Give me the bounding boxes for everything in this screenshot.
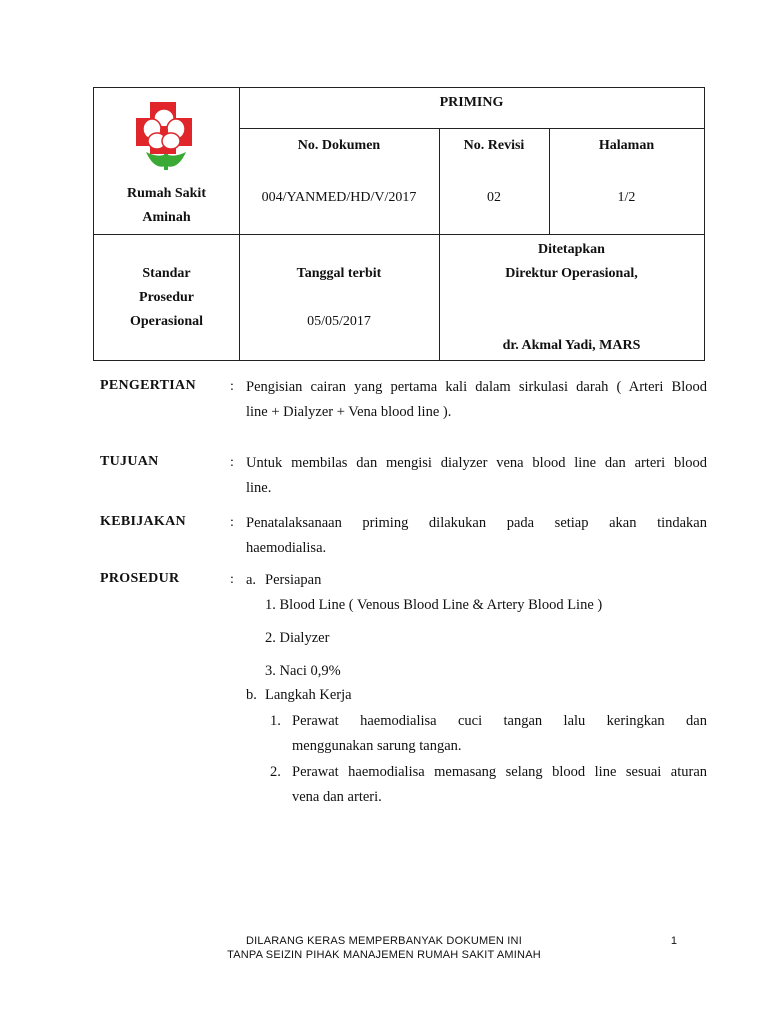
prosedur-a-item-1: 1. Blood Line ( Venous Blood Line & Artery Blood Line ) <box>265 597 603 613</box>
section-label-pengertian: PENGERTIAN <box>100 378 196 393</box>
institution-name-1: Rumah Sakit <box>127 186 206 201</box>
pengertian-text <box>246 375 707 425</box>
colon: : <box>230 515 234 530</box>
footer-page-number: 1 <box>670 935 678 947</box>
text-line: haemodialisa. <box>246 540 327 556</box>
footer-warning-line-2: TANPA SEIZIN PIHAK MANAJEMEN RUMAH SAKIT AMINAH <box>227 949 541 961</box>
text-line: Penatalaksanaan priming dilakukan pada setiap akan tindakan <box>246 515 707 531</box>
hospital-logo <box>134 96 200 172</box>
prosedur-a-item-3: 3. Naci 0,9% <box>265 663 341 679</box>
section-label-prosedur: PROSEDUR <box>100 571 180 586</box>
prosedur-b-item-1-number: 1. <box>270 713 281 729</box>
approved-label: Ditetapkan <box>538 242 605 257</box>
page-label: Halaman <box>598 138 655 153</box>
institution-name-2: Aminah <box>142 210 191 225</box>
prosedur-a-item-2: 2. Dialyzer <box>265 630 330 646</box>
prosedur-b-title: Langkah Kerja <box>265 687 352 703</box>
prosedur-a-title: Persiapan <box>265 572 322 588</box>
page-value: 1/2 <box>617 190 636 205</box>
text-line: Pengisian cairan yang pertama kali dalam sirkulasi darah ( Arteri Blood <box>246 379 707 395</box>
prosedur-b-item-2-text <box>292 760 707 810</box>
sop-label-2: Prosedur <box>139 290 194 305</box>
header-table <box>93 87 705 361</box>
document-title: PRIMING <box>439 95 504 110</box>
table-divider <box>239 128 704 129</box>
section-label-tujuan: TUJUAN <box>100 454 159 469</box>
prosedur-b-item-2-number: 2. <box>270 764 281 780</box>
doc-number-value: 004/YANMED/HD/V/2017 <box>261 190 417 205</box>
text-line: Untuk membilas dan mengisi dialyzer vena blood line dan arteri blood <box>246 455 707 471</box>
prosedur-a-marker: a. <box>246 572 257 588</box>
prosedur-b-item-1-text <box>292 709 707 759</box>
table-divider <box>94 234 704 235</box>
approved-name: dr. Akmal Yadi, MARS <box>502 338 641 353</box>
text-line: vena dan arteri. <box>292 789 382 805</box>
prosedur-b-marker: b. <box>246 687 257 703</box>
text-line: Perawat haemodialisa cuci tangan lalu keringkan dan <box>292 713 707 729</box>
text-line: line + Dialyzer + Vena blood line ). <box>246 404 452 420</box>
colon: : <box>230 379 234 394</box>
tujuan-text <box>246 451 707 501</box>
text-line: Perawat haemodialisa memasang selang blood line sesuai aturan <box>292 764 707 780</box>
issue-date-value: 05/05/2017 <box>307 314 371 329</box>
text-line: menggunakan sarung tangan. <box>292 738 462 754</box>
colon: : <box>230 455 234 470</box>
text-line: line. <box>246 480 272 496</box>
doc-number-label: No. Dokumen <box>297 138 381 153</box>
approved-role: Direktur Operasional, <box>505 266 638 281</box>
revision-value: 02 <box>487 190 501 205</box>
revision-label: No. Revisi <box>463 138 525 153</box>
kebijakan-text <box>246 511 707 561</box>
footer-warning-line-1: DILARANG KERAS MEMPERBANYAK DOKUMEN INI <box>246 935 522 947</box>
sop-label-1: Standar <box>142 266 191 281</box>
colon: : <box>230 572 234 587</box>
sop-label-3: Operasional <box>129 314 204 329</box>
issue-date-label: Tanggal terbit <box>296 266 382 281</box>
section-label-kebijakan: KEBIJAKAN <box>100 514 186 529</box>
